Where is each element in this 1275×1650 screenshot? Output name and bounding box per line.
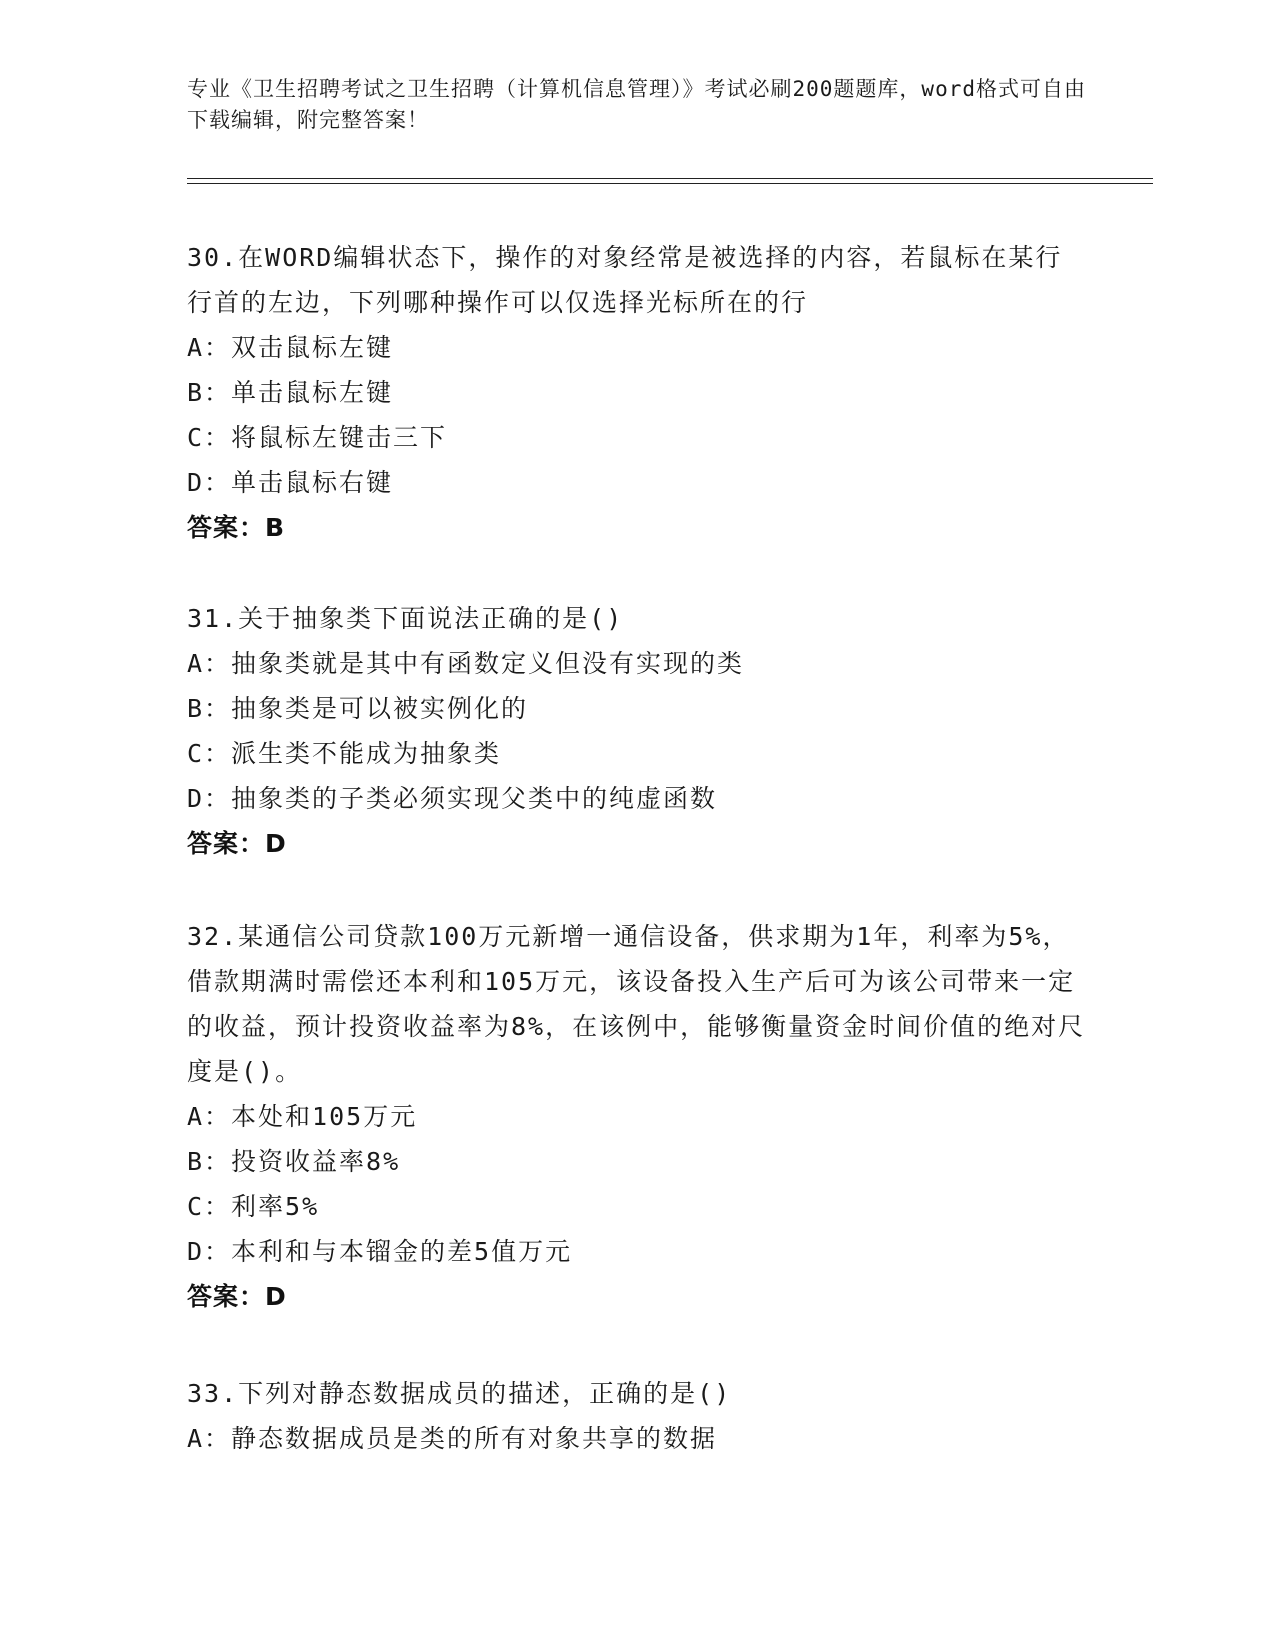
answer: 答案：B bbox=[187, 513, 286, 542]
option-a: A：本处和105万元 bbox=[187, 1102, 418, 1131]
header-divider-top bbox=[187, 178, 1153, 179]
option-c: C：将鼠标左键击三下 bbox=[187, 423, 448, 452]
option-d: D：抽象类的子类必须实现父类中的纯虚函数 bbox=[187, 784, 718, 813]
option-b: B：抽象类是可以被实例化的 bbox=[187, 694, 529, 723]
question-30 bbox=[187, 235, 1087, 550]
option-d: D：本利和与本镏金的差5值万元 bbox=[187, 1237, 573, 1266]
question-31 bbox=[187, 596, 1087, 866]
header-divider-bottom bbox=[187, 183, 1153, 184]
option-a: A：双击鼠标左键 bbox=[187, 333, 394, 362]
question-text: 31.关于抽象类下面说法正确的是() bbox=[187, 604, 624, 633]
question-text: 30.在WORD编辑状态下，操作的对象经常是被选择的内容，若鼠标在某行行首的左边，下列哪种操作可以仅选择光标所在的行 bbox=[187, 243, 1063, 317]
question-text: 33.下列对静态数据成员的描述，正确的是() bbox=[187, 1379, 732, 1408]
question-33 bbox=[187, 1371, 1087, 1461]
option-d: D：单击鼠标右键 bbox=[187, 468, 394, 497]
option-a: A：抽象类就是其中有函数定义但没有实现的类 bbox=[187, 649, 745, 678]
option-b: B：单击鼠标左键 bbox=[187, 378, 394, 407]
answer: 答案：D bbox=[187, 1282, 287, 1311]
question-text: 32.某通信公司贷款100万元新增一通信设备，供求期为1年，利率为5%，借款期满时需偿还本利和105万元，该设备投入生产后可为该公司带来一定的收益，预计投资收益率为8%，在该例中，能够衡量资金时间价值的绝对尺度是()。 bbox=[187, 922, 1086, 1086]
question-32 bbox=[187, 914, 1087, 1319]
document-header: 专业《卫生招聘考试之卫生招聘（计算机信息管理）》考试必刷200题题库，word格式可自由下载编辑，附完整答案！ bbox=[187, 77, 1086, 132]
option-c: C：派生类不能成为抽象类 bbox=[187, 739, 502, 768]
answer: 答案：D bbox=[187, 829, 287, 858]
option-c: C：利率5% bbox=[187, 1192, 320, 1221]
option-a: A：静态数据成员是类的所有对象共享的数据 bbox=[187, 1424, 718, 1453]
option-b: B：投资收益率8% bbox=[187, 1147, 401, 1176]
